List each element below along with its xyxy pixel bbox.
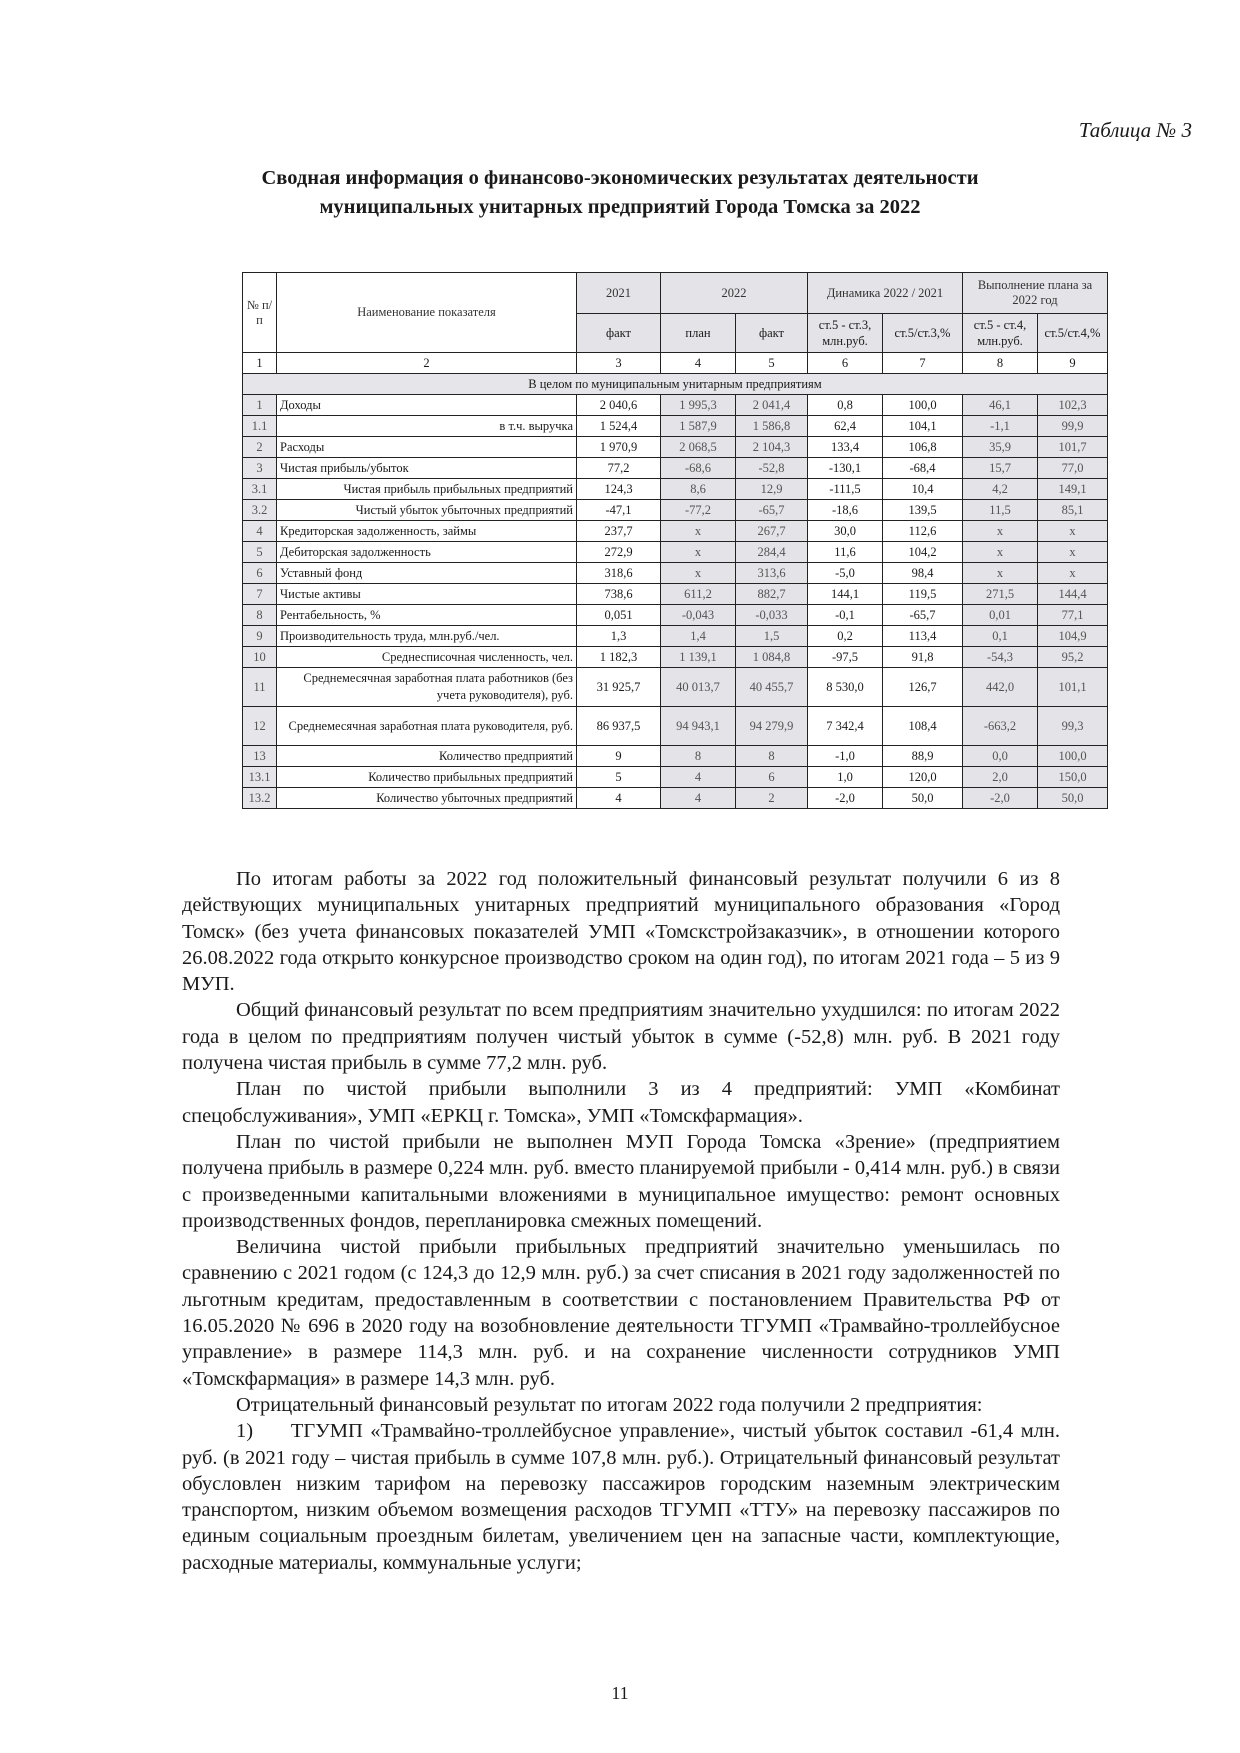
financial-results-table (242, 272, 1108, 809)
plan-diff: 46,1 (963, 395, 1038, 416)
fact-2021: 237,7 (577, 521, 661, 542)
dynamics-pct: 88,9 (883, 746, 963, 767)
dynamics-diff: 144,1 (808, 584, 883, 605)
body-text (182, 866, 1066, 1576)
header-pct-plan: ст.5/ст.4,% (1038, 314, 1108, 353)
indicator-name: Кредиторская задолженность, займы (277, 521, 577, 542)
row-number: 12 (243, 707, 277, 746)
row-number: 6 (243, 563, 277, 584)
table-row (243, 521, 1108, 542)
fact-2022: 2 104,3 (736, 437, 808, 458)
dynamics-diff: 30,0 (808, 521, 883, 542)
fact-2022: 1 084,8 (736, 647, 808, 668)
paragraph: Отрицательный финансовый результат по итогам 2022 года получили 2 предприятия: (236, 1393, 983, 1416)
row-number: 1.1 (243, 416, 277, 437)
header-fact-2022: факт (736, 314, 808, 353)
plan-diff: 271,5 (963, 584, 1038, 605)
plan-pct: 102,3 (1038, 395, 1108, 416)
dynamics-pct: 139,5 (883, 500, 963, 521)
plan-2022: 4 (661, 767, 736, 788)
header-diff-plan: ст.5 - ст.4, млн.руб. (963, 314, 1038, 353)
plan-pct: 50,0 (1038, 788, 1108, 809)
plan-2022: x (661, 542, 736, 563)
fact-2021: 86 937,5 (577, 707, 661, 746)
row-number: 4 (243, 521, 277, 542)
row-number: 3 (243, 458, 277, 479)
page-number: 11 (611, 1683, 629, 1703)
dynamics-diff: -2,0 (808, 788, 883, 809)
paragraph: План по чистой прибыли выполнили 3 из 4 предприятий: УМП «Комбинат спецобслуживания», УМП «ЕРКЦ г. Томска», УМП «Томскфармация». (182, 1078, 1060, 1127)
dynamics-diff: 8 530,0 (808, 668, 883, 707)
dynamics-diff: 133,4 (808, 437, 883, 458)
plan-2022: 1 995,3 (661, 395, 736, 416)
header-diff-dynamics: ст.5 - ст.3, млн.руб. (808, 314, 883, 353)
header-name: Наименование показателя (277, 273, 577, 353)
plan-pct: 99,9 (1038, 416, 1108, 437)
plan-2022: 611,2 (661, 584, 736, 605)
paragraph: Общий финансовый результат по всем предприятиям значительно ухудшился: по итогам 2022 года в целом по предприятиям получен чистый убыток в сумме (-52,8) млн. руб. В 2021 году получена чистая прибыль в сумме 77,2 млн. руб. (182, 999, 1060, 1075)
row-number: 5 (243, 542, 277, 563)
row-number: 2 (243, 437, 277, 458)
dynamics-diff: 7 342,4 (808, 707, 883, 746)
dynamics-pct: 104,2 (883, 542, 963, 563)
col-number: 2 (277, 353, 577, 374)
dynamics-pct: 108,4 (883, 707, 963, 746)
plan-2022: -68,6 (661, 458, 736, 479)
dynamics-pct: 120,0 (883, 767, 963, 788)
row-number: 1 (243, 395, 277, 416)
row-number: 8 (243, 605, 277, 626)
table-row (243, 563, 1108, 584)
fact-2021: 9 (577, 746, 661, 767)
fact-2022: -65,7 (736, 500, 808, 521)
indicator-name: Расходы (277, 437, 577, 458)
fact-2022: 94 279,9 (736, 707, 808, 746)
title-line-1: Сводная информация о финансово-экономических результатах деятельности (261, 167, 979, 189)
plan-2022: 1,4 (661, 626, 736, 647)
dynamics-pct: 91,8 (883, 647, 963, 668)
plan-2022: 8 (661, 746, 736, 767)
dynamics-pct: 98,4 (883, 563, 963, 584)
plan-pct: x (1038, 563, 1108, 584)
plan-diff: 0,1 (963, 626, 1038, 647)
plan-diff: 2,0 (963, 767, 1038, 788)
plan-2022: -0,043 (661, 605, 736, 626)
table-row (243, 500, 1108, 521)
indicator-name: Уставный фонд (277, 563, 577, 584)
header-num: № п/п (243, 273, 277, 353)
plan-pct: 85,1 (1038, 500, 1108, 521)
indicator-name: в т.ч. выручка (277, 416, 577, 437)
plan-pct: x (1038, 521, 1108, 542)
col-number: 6 (808, 353, 883, 374)
plan-pct: 77,0 (1038, 458, 1108, 479)
dynamics-pct: 112,6 (883, 521, 963, 542)
plan-diff: x (963, 542, 1038, 563)
fact-2021: 5 (577, 767, 661, 788)
plan-diff: 35,9 (963, 437, 1038, 458)
table-row (243, 542, 1108, 563)
row-number: 11 (243, 668, 277, 707)
header-plan-execution: Выполнение плана за 2022 год (963, 273, 1108, 314)
row-number: 10 (243, 647, 277, 668)
plan-pct: 150,0 (1038, 767, 1108, 788)
table-row (243, 746, 1108, 767)
plan-diff: 442,0 (963, 668, 1038, 707)
col-number: 1 (243, 353, 277, 374)
col-number: 7 (883, 353, 963, 374)
dynamics-diff: -130,1 (808, 458, 883, 479)
dynamics-pct: 106,8 (883, 437, 963, 458)
plan-pct: 101,7 (1038, 437, 1108, 458)
dynamics-diff: -18,6 (808, 500, 883, 521)
fact-2021: 2 040,6 (577, 395, 661, 416)
plan-2022: x (661, 521, 736, 542)
paragraph: Величина чистой прибыли прибыльных предприятий значительно уменьшилась по сравнению с 2021 годом (с 124,3 до 12,9 млн. руб.) за счет списания в 2021 году задолженностей по льготным кредитам, предоставленным в соответствии с постановлением Правительства РФ от 16.05.2020 № 696 в 2020 году на возобновление деятельности ТГУМП «Трамвайно-троллейбусное управление» в размере 114,3 млн. руб. и на сохранение численности сотрудников УМП «Томскфармация» в размере 14,3 млн. руб. (182, 1236, 1060, 1390)
header-2021: 2021 (577, 273, 661, 314)
header-plan-2022: план (661, 314, 736, 353)
indicator-name: Среднемесячная заработная плата руководителя, руб. (277, 707, 577, 746)
indicator-name: Количество предприятий (277, 746, 577, 767)
plan-2022: -77,2 (661, 500, 736, 521)
row-number: 13 (243, 746, 277, 767)
fact-2022: 284,4 (736, 542, 808, 563)
dynamics-diff: 1,0 (808, 767, 883, 788)
dynamics-pct: 100,0 (883, 395, 963, 416)
plan-pct: 95,2 (1038, 647, 1108, 668)
col-number: 5 (736, 353, 808, 374)
plan-pct: 144,4 (1038, 584, 1108, 605)
indicator-name: Среднесписочная численность, чел. (277, 647, 577, 668)
plan-pct: 104,9 (1038, 626, 1108, 647)
table-row (243, 395, 1108, 416)
table-number: Таблица № 3 (1078, 118, 1192, 142)
indicator-name: Производительность труда, млн.руб./чел. (277, 626, 577, 647)
fact-2022: 267,7 (736, 521, 808, 542)
fact-2022: 2 (736, 788, 808, 809)
document-title (160, 164, 1080, 222)
header-dynamics: Динамика 2022 / 2021 (808, 273, 963, 314)
header-pct-dynamics: ст.5/ст.3,% (883, 314, 963, 353)
section-row (243, 374, 1108, 395)
fact-2021: 0,051 (577, 605, 661, 626)
table-row (243, 668, 1108, 707)
table-row (243, 605, 1108, 626)
row-number: 7 (243, 584, 277, 605)
fact-2022: 1 586,8 (736, 416, 808, 437)
indicator-name: Дебиторская задолженность (277, 542, 577, 563)
col-number: 8 (963, 353, 1038, 374)
dynamics-diff: -97,5 (808, 647, 883, 668)
plan-pct: 77,1 (1038, 605, 1108, 626)
indicator-name: Чистая прибыль/убыток (277, 458, 577, 479)
dynamics-diff: -111,5 (808, 479, 883, 500)
table-row (243, 767, 1108, 788)
title-line-2: муниципальных унитарных предприятий Города Томска за 2022 (319, 196, 921, 218)
fact-2021: 124,3 (577, 479, 661, 500)
fact-2021: 4 (577, 788, 661, 809)
col-number: 4 (661, 353, 736, 374)
paragraph: По итогам работы за 2022 год положительный финансовый результат получили 6 из 8 действующих муниципальных унитарных предприятий муниципального образования «Город Томск» (без учета финансовых показателей УМП «Томскстройзаказчик», в отношении которого 26.08.2022 года открыто конкурсное производство сроком на один год), по итогам 2021 года – 5 из 9 МУП. (182, 868, 1060, 996)
plan-2022: 4 (661, 788, 736, 809)
plan-diff: -1,1 (963, 416, 1038, 437)
dynamics-pct: 50,0 (883, 788, 963, 809)
fact-2022: 313,6 (736, 563, 808, 584)
table-row (243, 788, 1108, 809)
table-row (243, 437, 1108, 458)
indicator-name: Доходы (277, 395, 577, 416)
table-row (243, 626, 1108, 647)
fact-2021: 272,9 (577, 542, 661, 563)
plan-2022: 1 139,1 (661, 647, 736, 668)
fact-2021: 738,6 (577, 584, 661, 605)
table-row (243, 479, 1108, 500)
plan-diff: x (963, 521, 1038, 542)
indicator-name: Чистые активы (277, 584, 577, 605)
indicator-name: Количество прибыльных предприятий (277, 767, 577, 788)
plan-diff: 11,5 (963, 500, 1038, 521)
dynamics-diff: 62,4 (808, 416, 883, 437)
paragraph: 1) ТГУМП «Трамвайно-троллейбусное управление», чистый убыток составил -61,4 млн. руб. (в 2021 году – чистая прибыль в сумме 107,8 млн. руб.). Отрицательный финансовый результат обусловлен низким тарифом на перевозку пассажиров городским наземным электрическим транспортом, низким объемом возмещения расходов ТГУМП «ТТУ» на перевозку пассажиров по единым социальным проездным билетам, увеличением цен на запасные части, комплектующие, расходные материалы, коммунальные услуги; (182, 1420, 1066, 1574)
table-row (243, 647, 1108, 668)
fact-2022: 40 455,7 (736, 668, 808, 707)
table-row (243, 584, 1108, 605)
plan-diff: 15,7 (963, 458, 1038, 479)
fact-2022: 8 (736, 746, 808, 767)
plan-pct: 99,3 (1038, 707, 1108, 746)
table-row (243, 707, 1108, 746)
fact-2021: 318,6 (577, 563, 661, 584)
fact-2021: 1 524,4 (577, 416, 661, 437)
plan-2022: 8,6 (661, 479, 736, 500)
row-number: 3.2 (243, 500, 277, 521)
plan-diff: 0,01 (963, 605, 1038, 626)
paragraph: План по чистой прибыли не выполнен МУП Города Томска «Зрение» (предприятием получена прибыль в размере 0,224 млн. руб. вместо планируемой прибыли - 0,414 млн. руб.) в связи с произведенными капитальными вложениями в муниципальное имущество: ремонт основных производственных фондов, перепланировка смежных помещений. (182, 1130, 1060, 1232)
row-number: 9 (243, 626, 277, 647)
indicator-name: Среднемесячная заработная плата работников (без учета руководителя), руб. (277, 668, 577, 707)
dynamics-diff: -1,0 (808, 746, 883, 767)
dynamics-diff: -5,0 (808, 563, 883, 584)
dynamics-diff: 0,8 (808, 395, 883, 416)
dynamics-pct: -65,7 (883, 605, 963, 626)
row-number: 13.2 (243, 788, 277, 809)
fact-2021: 1,3 (577, 626, 661, 647)
dynamics-pct: 104,1 (883, 416, 963, 437)
section-title: В целом по муниципальным унитарным предприятиям (243, 374, 1108, 395)
row-number: 13.1 (243, 767, 277, 788)
indicator-name: Чистая прибыль прибыльных предприятий (277, 479, 577, 500)
fact-2021: 1 182,3 (577, 647, 661, 668)
plan-pct: 100,0 (1038, 746, 1108, 767)
table-row (243, 416, 1108, 437)
indicator-name: Количество убыточных предприятий (277, 788, 577, 809)
plan-diff: x (963, 563, 1038, 584)
plan-2022: 2 068,5 (661, 437, 736, 458)
plan-2022: 94 943,1 (661, 707, 736, 746)
fact-2022: 1,5 (736, 626, 808, 647)
fact-2021: 1 970,9 (577, 437, 661, 458)
plan-diff: -663,2 (963, 707, 1038, 746)
fact-2022: 12,9 (736, 479, 808, 500)
fact-2022: 6 (736, 767, 808, 788)
header-2022: 2022 (661, 273, 808, 314)
dynamics-diff: 0,2 (808, 626, 883, 647)
column-numbers-row (243, 353, 1108, 374)
indicator-name: Рентабельность, % (277, 605, 577, 626)
table-row (243, 458, 1108, 479)
plan-pct: 101,1 (1038, 668, 1108, 707)
plan-2022: x (661, 563, 736, 584)
plan-diff: 4,2 (963, 479, 1038, 500)
fact-2021: 77,2 (577, 458, 661, 479)
fact-2021: 31 925,7 (577, 668, 661, 707)
dynamics-pct: -68,4 (883, 458, 963, 479)
dynamics-pct: 113,4 (883, 626, 963, 647)
fact-2022: -0,033 (736, 605, 808, 626)
row-number: 3.1 (243, 479, 277, 500)
plan-diff: -54,3 (963, 647, 1038, 668)
indicator-name: Чистый убыток убыточных предприятий (277, 500, 577, 521)
plan-pct: x (1038, 542, 1108, 563)
dynamics-pct: 119,5 (883, 584, 963, 605)
dynamics-diff: 11,6 (808, 542, 883, 563)
plan-diff: 0,0 (963, 746, 1038, 767)
fact-2021: -47,1 (577, 500, 661, 521)
fact-2022: -52,8 (736, 458, 808, 479)
dynamics-diff: -0,1 (808, 605, 883, 626)
dynamics-pct: 126,7 (883, 668, 963, 707)
col-number: 9 (1038, 353, 1108, 374)
plan-2022: 1 587,9 (661, 416, 736, 437)
col-number: 3 (577, 353, 661, 374)
dynamics-pct: 10,4 (883, 479, 963, 500)
fact-2022: 882,7 (736, 584, 808, 605)
plan-pct: 149,1 (1038, 479, 1108, 500)
fact-2022: 2 041,4 (736, 395, 808, 416)
plan-2022: 40 013,7 (661, 668, 736, 707)
plan-diff: -2,0 (963, 788, 1038, 809)
header-fact-2021: факт (577, 314, 661, 353)
